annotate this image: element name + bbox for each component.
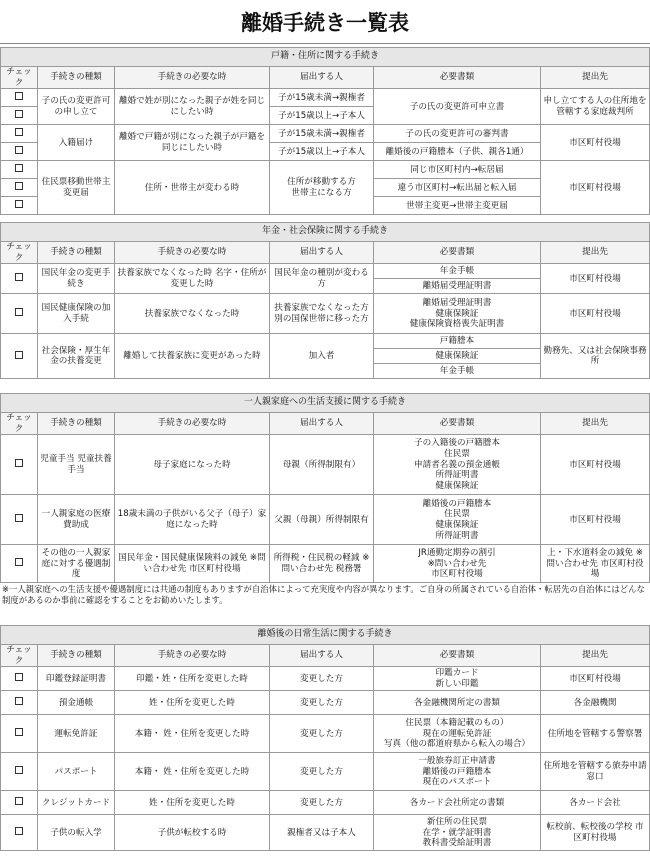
col-docs: 必要書類 (374, 645, 541, 667)
proc-doc: 離婚届受理証明書 (374, 279, 541, 294)
proc-type: 一人親家庭の医療費助成 (38, 495, 115, 545)
section-title: 年金・社会保険に関する手続き (1, 223, 650, 242)
section-koseki-table (0, 47, 650, 215)
proc-to: 住所地を管轄する警察署 (541, 715, 650, 753)
proc-docs: 各金融機関所定の書類 (374, 691, 541, 715)
proc-who: 加入者 (270, 334, 374, 379)
proc-type: 子の氏の変更許可の申し立て (38, 89, 115, 125)
proc-to: 市区町村役場 (541, 667, 650, 691)
proc-who: 変更した方 (270, 791, 374, 815)
proc-type: 印鑑登録証明書 (38, 667, 115, 691)
proc-when: 姓・住所を変更した時 (115, 691, 270, 715)
proc-type: 入籍届け (38, 125, 115, 161)
proc-who: 子が15歳未満→親権者 (270, 125, 374, 143)
checkbox[interactable] (1, 125, 38, 143)
proc-to: 市区町村役場 (541, 161, 650, 215)
section-title: 離婚後の日常生活に関する手続き (1, 626, 650, 645)
proc-docs: 離婚後の戸籍謄本 住民票 健康保険証 所得証明書 (374, 495, 541, 545)
proc-who: 親権者又は子本人 (270, 815, 374, 851)
section-title: 戸籍・住所に関する手続き (1, 48, 650, 67)
checkbox[interactable] (1, 545, 38, 583)
checkbox[interactable] (1, 197, 38, 215)
proc-who: 変更した方 (270, 753, 374, 791)
proc-to: 市区町村役場 (541, 495, 650, 545)
col-who: 届出する人 (270, 67, 374, 89)
col-check: チェック (1, 645, 38, 667)
proc-when: 子供が転校する時 (115, 815, 270, 851)
col-to: 提出先 (541, 67, 650, 89)
proc-docs: 新住所の住民票 在学・就学証明書 教科書受給証明書 (374, 815, 541, 851)
proc-who: 所得税・住民税の軽減 ※問い合わせ先 税務署 (270, 545, 374, 583)
section-daily-table (0, 625, 650, 851)
proc-who: 国民年金の種別が変わる方 (270, 264, 374, 294)
proc-type: 預金通帳 (38, 691, 115, 715)
checkbox[interactable] (1, 691, 38, 715)
col-to: 提出先 (541, 413, 650, 435)
proc-to: 各金融機関 (541, 691, 650, 715)
page-title: 離婚手続き一覧表 (0, 0, 650, 44)
proc-type: 国民年金の変更手続き (38, 264, 115, 294)
col-docs: 必要書類 (374, 413, 541, 435)
proc-when: 本籍・ 姓・住所を変更した時 (115, 715, 270, 753)
proc-who: 母親（所得制限有） (270, 435, 374, 495)
proc-doc: 違う市区町村→転出届と転入届 (374, 179, 541, 197)
checkbox[interactable] (1, 791, 38, 815)
section-title: 一人親家庭への生活支援に関する手続き (1, 394, 650, 413)
proc-who: 変更した方 (270, 691, 374, 715)
proc-docs: 印鑑カード 新しい印鑑 (374, 667, 541, 691)
proc-type: 国民健康保険の加入手続 (38, 294, 115, 334)
checkbox[interactable] (1, 715, 38, 753)
proc-when: 扶養家族でなくなった時 名字・住所が変更した時 (115, 264, 270, 294)
col-when: 手続きの必要な時 (115, 645, 270, 667)
col-type: 手続きの種類 (38, 645, 115, 667)
proc-type: 住民票移動世帯主変更届 (38, 161, 115, 215)
proc-to: 市区町村役場 (541, 125, 650, 161)
checkbox[interactable] (1, 179, 38, 197)
section-pension-table (0, 222, 650, 379)
col-check: チェック (1, 242, 38, 264)
checkbox[interactable] (1, 89, 38, 107)
col-when: 手続きの必要な時 (115, 413, 270, 435)
col-type: 手続きの種類 (38, 242, 115, 264)
proc-type: クレジットカード (38, 791, 115, 815)
checkbox[interactable] (1, 143, 38, 161)
proc-when: 離婚で戸籍が別になった親子が戸籍を同じにしたい時 (115, 125, 270, 161)
col-check: チェック (1, 413, 38, 435)
col-when: 手続きの必要な時 (115, 67, 270, 89)
checkbox[interactable] (1, 264, 38, 294)
proc-when: 住所・世帯主が変わる時 (115, 161, 270, 215)
proc-who: 住所が移動する方 世帯主になる方 (270, 161, 374, 215)
proc-doc: 戸籍謄本 (374, 334, 541, 349)
checkbox[interactable] (1, 435, 38, 495)
proc-doc: 子の氏の変更許可の審判書 (374, 125, 541, 143)
proc-docs: JR通勤定期券の割引 ※問い合わせ先 市区町村役場 (374, 545, 541, 583)
proc-doc: 離婚後の戸籍謄本（子供、親各1通） (374, 143, 541, 161)
proc-when: 離婚して扶養家族に変更があった時 (115, 334, 270, 379)
proc-when: 離婚で姓が別になった親子が姓を同じにしたい時 (115, 89, 270, 125)
proc-to: 転校前、転校後の学校 市区町村役場 (541, 815, 650, 851)
support-note: ※一人親家庭への生活支援や優遇制度には共通の制度もありますが自治体によって充実度や内容が異なります。ご自身の所属されている自治体・転居先の自治体にはどんな制度があるのか事前に確認をすることをお勧めいたします。 (2, 584, 645, 605)
proc-when: 本籍・ 姓・住所を変更した時 (115, 753, 270, 791)
proc-docs: 住民票（本籍記載のもの） 現在の運転免許証 写真（他の都道府県から転入の場合） (374, 715, 541, 753)
checkbox[interactable] (1, 334, 38, 379)
col-who: 届出する人 (270, 645, 374, 667)
proc-to: 市区町村役場 (541, 264, 650, 294)
col-when: 手続きの必要な時 (115, 242, 270, 264)
proc-docs: 離婚届受理証明書 健康保険証 健康保険資格喪失証明書 (374, 294, 541, 334)
proc-when: 国民年金・国民健康保険料の減免 ※問い合わせ先 市区町村役場 (115, 545, 270, 583)
col-type: 手続きの種類 (38, 67, 115, 89)
proc-type: 子供の転入学 (38, 815, 115, 851)
col-docs: 必要書類 (374, 242, 541, 264)
proc-to: 勤務先、又は社会保険事務所 (541, 334, 650, 379)
checkbox[interactable] (1, 667, 38, 691)
proc-to: 各カード会社 (541, 791, 650, 815)
col-docs: 必要書類 (374, 67, 541, 89)
proc-who: 子が15歳以上→子本人 (270, 107, 374, 125)
proc-to: 住所地を管轄する旅券申請窓口 (541, 753, 650, 791)
proc-type: 運転免許証 (38, 715, 115, 753)
proc-to: 市区町村役場 (541, 294, 650, 334)
proc-when: 扶養家族でなくなった時 (115, 294, 270, 334)
proc-type: 社会保険・厚生年金の扶養変更 (38, 334, 115, 379)
proc-who: 子が15歳以上→子本人 (270, 143, 374, 161)
proc-docs: 子の氏の変更許可申立書 (374, 89, 541, 125)
checkbox[interactable] (1, 107, 38, 125)
checkbox[interactable] (1, 753, 38, 791)
proc-who: 変更した方 (270, 667, 374, 691)
proc-who: 変更した方 (270, 715, 374, 753)
col-to: 提出先 (541, 645, 650, 667)
proc-type: パスポート (38, 753, 115, 791)
checkbox[interactable] (1, 161, 38, 179)
proc-type: その他の一人親家庭に対する優遇制度 (38, 545, 115, 583)
proc-when: 姓・住所を変更した時 (115, 791, 270, 815)
proc-docs: 各カード会社所定の書類 (374, 791, 541, 815)
proc-who: 扶養家族でなくなった方 別の国保世帯に移った方 (270, 294, 374, 334)
checkbox[interactable] (1, 294, 38, 334)
proc-docs: 子の入籍後の戸籍謄本 住民票 申請者名義の預金通帳 所得証明書 健康保険証 (374, 435, 541, 495)
checkbox[interactable] (1, 815, 38, 851)
col-check: チェック (1, 67, 38, 89)
proc-to: 上・下水道料金の減免 ※問い合わせ先 市区町村役場 (541, 545, 650, 583)
proc-to: 申し立てする人の住所地を管轄する家庭裁判所 (541, 89, 650, 125)
proc-doc: 健康保険証 (374, 349, 541, 364)
proc-type: 児童手当 児童扶養手当 (38, 435, 115, 495)
proc-doc: 同じ市区町村内→転居届 (374, 161, 541, 179)
proc-doc: 世帯主変更→世帯主変更届 (374, 197, 541, 215)
proc-doc: 年金手帳 (374, 264, 541, 279)
proc-docs: 一般旅券訂正申請書 離婚後の戸籍謄本 現在のパスポート (374, 753, 541, 791)
checkbox[interactable] (1, 495, 38, 545)
proc-who: 父親（母親）所得制限有 (270, 495, 374, 545)
section-support-table (0, 393, 650, 583)
col-to: 提出先 (541, 242, 650, 264)
proc-doc: 年金手帳 (374, 364, 541, 379)
proc-when: 母子家庭になった時 (115, 435, 270, 495)
proc-who: 子が15歳未満→親権者 (270, 89, 374, 107)
col-who: 届出する人 (270, 242, 374, 264)
proc-when: 印鑑・姓・住所を変更した時 (115, 667, 270, 691)
proc-to: 市区町村役場 (541, 435, 650, 495)
col-type: 手続きの種類 (38, 413, 115, 435)
col-who: 届出する人 (270, 413, 374, 435)
proc-when: 18歳未満の子供がいる父子（母子）家庭になった時 (115, 495, 270, 545)
